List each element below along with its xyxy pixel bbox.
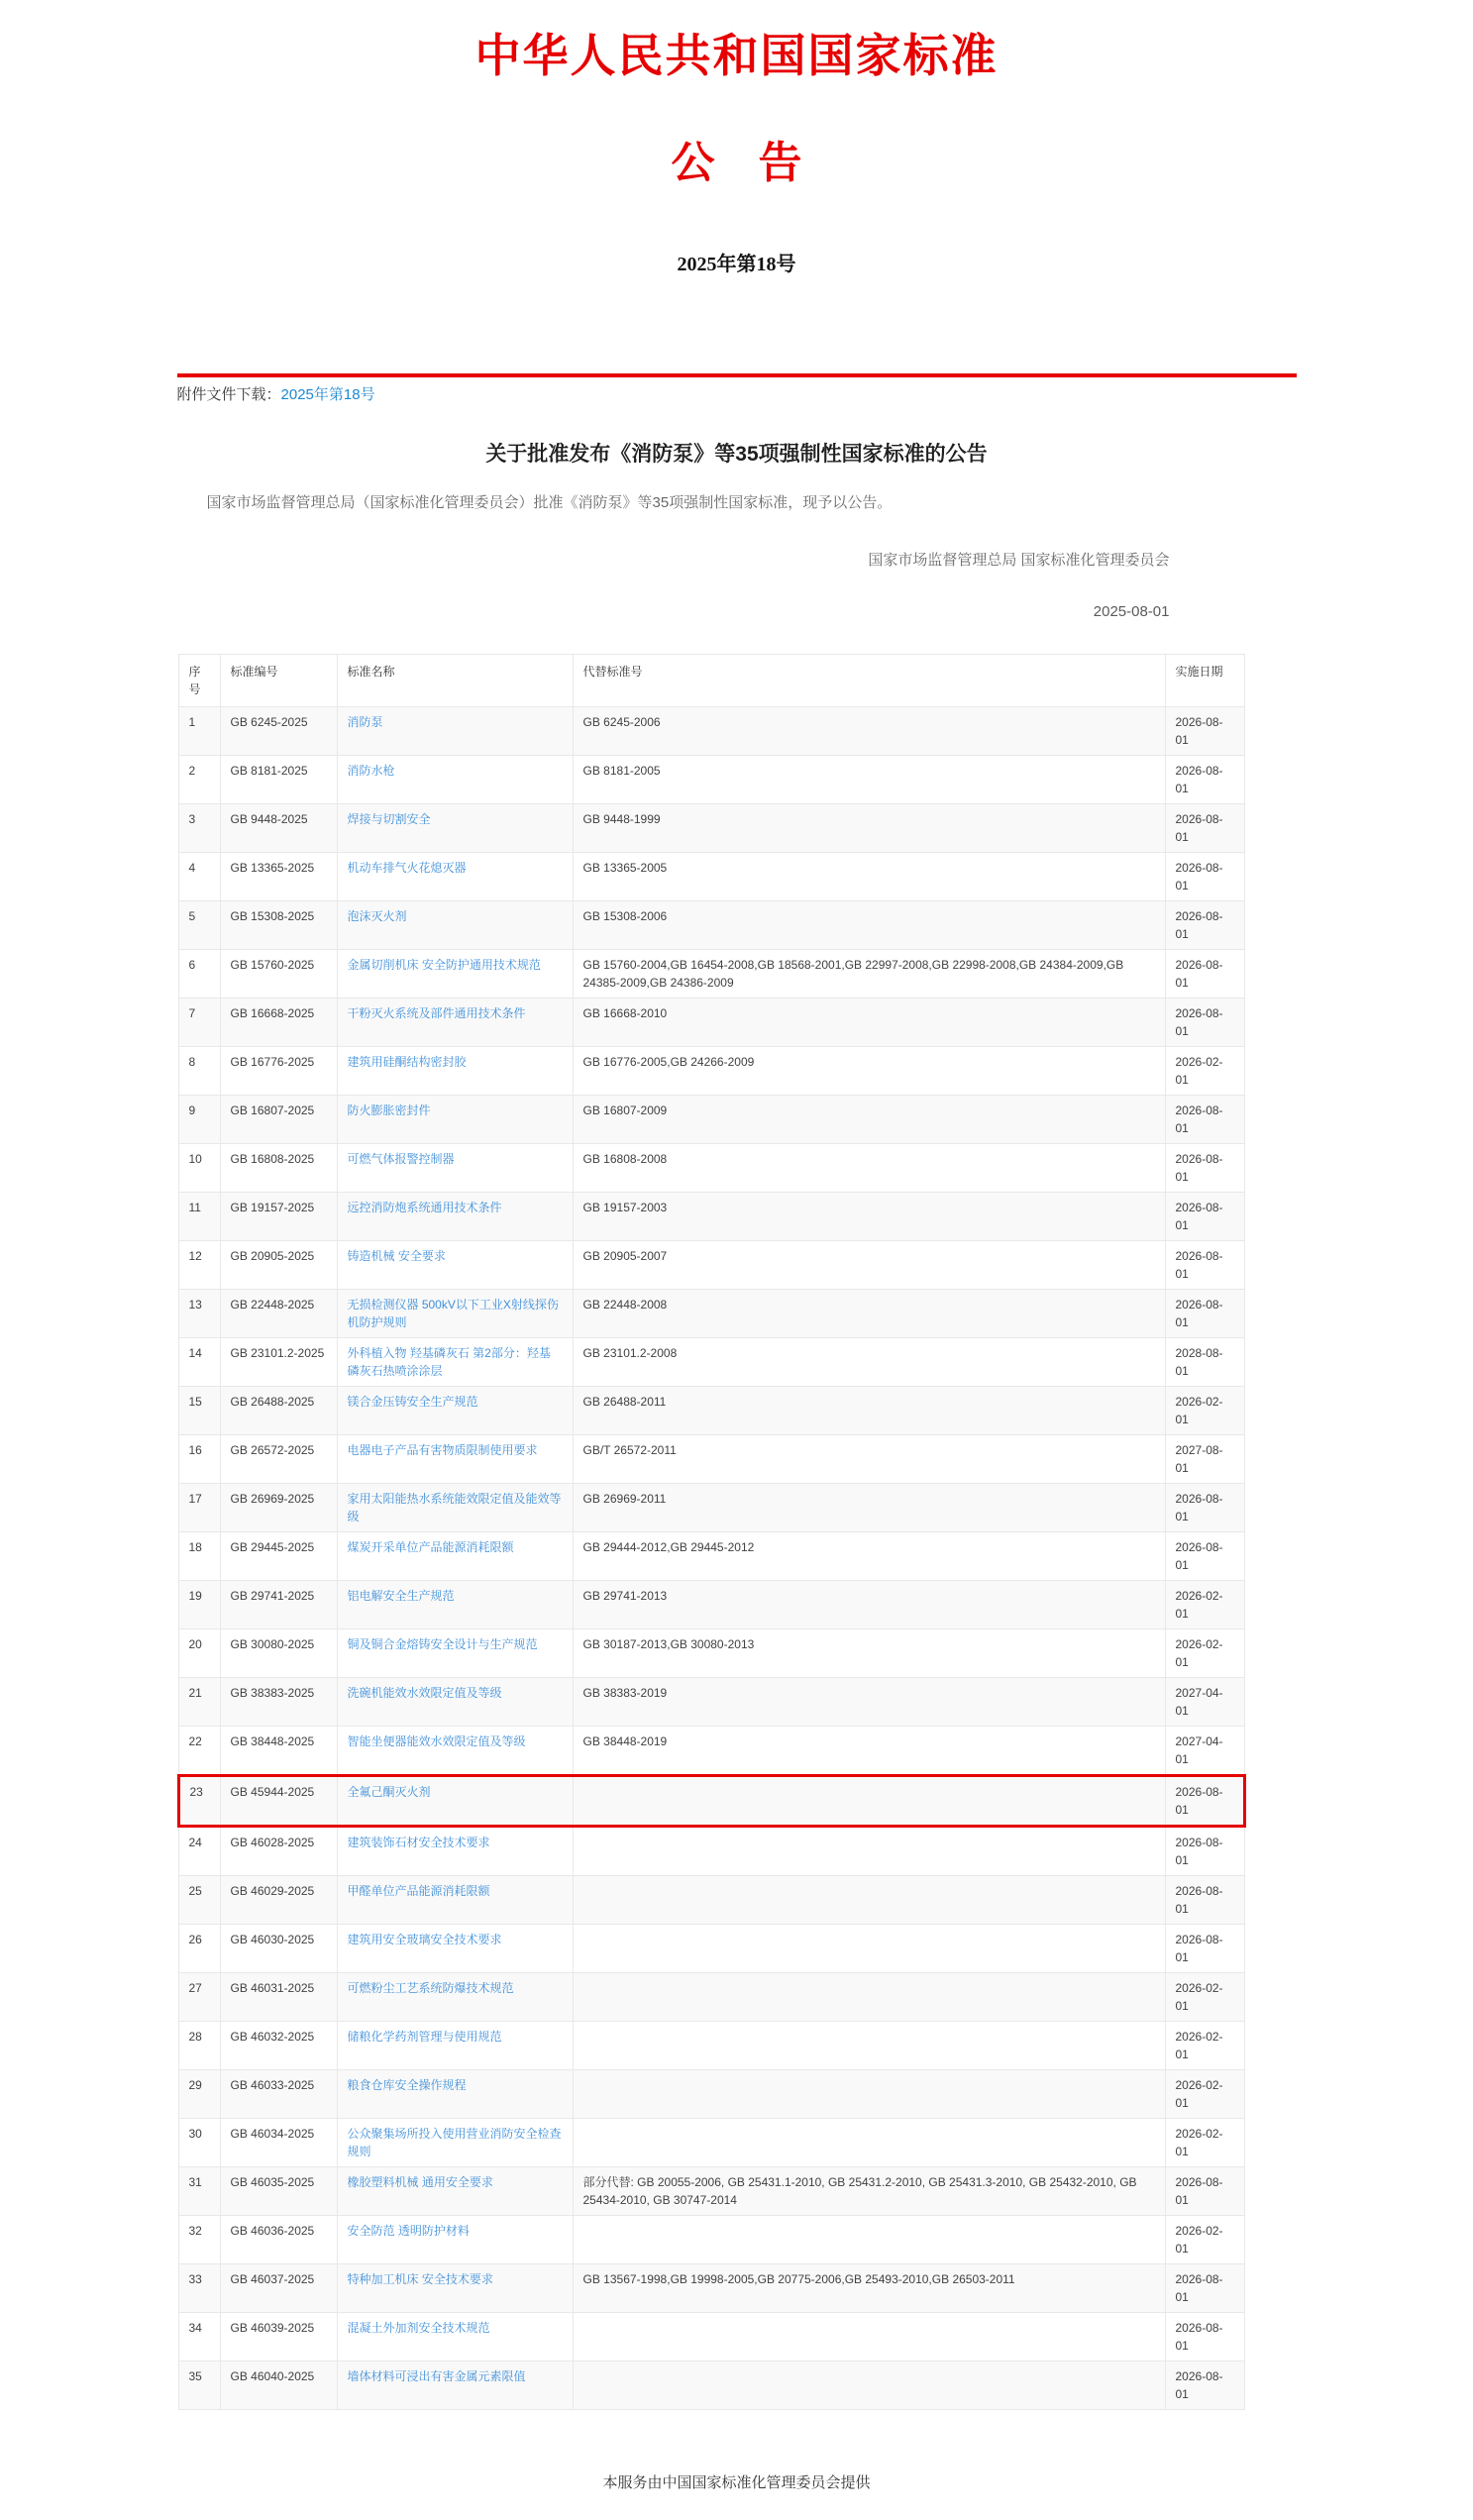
header-seq: 序号 xyxy=(178,655,220,707)
cell-replaced-code xyxy=(573,2022,1165,2070)
cell-impl-date: 2026-08-01 xyxy=(1165,2264,1244,2313)
cell-impl-date: 2027-08-01 xyxy=(1165,1435,1244,1484)
cell-standard-name xyxy=(337,1532,573,1581)
cell-replaced-code: GB 26969-2011 xyxy=(573,1484,1165,1532)
table-row xyxy=(178,1532,1244,1581)
cell-seq: 32 xyxy=(178,2216,220,2264)
cell-standard-name xyxy=(337,2119,573,2167)
cell-impl-date: 2026-08-01 xyxy=(1165,1241,1244,1290)
table-row xyxy=(178,1827,1244,1876)
cell-standard-code: GB 22448-2025 xyxy=(220,1290,337,1338)
cell-standard-code: GB 6245-2025 xyxy=(220,707,337,756)
cell-seq: 21 xyxy=(178,1678,220,1727)
cell-standard-name xyxy=(337,1925,573,1973)
table-row xyxy=(178,1925,1244,1973)
cell-standard-name xyxy=(337,1876,573,1925)
cell-replaced-code: GB 19157-2003 xyxy=(573,1193,1165,1241)
standard-name-link[interactable]: 橡胶塑料机械 通用安全要求 xyxy=(347,2175,493,2189)
standard-name-link[interactable]: 机动车排气火花熄灭器 xyxy=(347,861,467,875)
cell-impl-date: 2027-04-01 xyxy=(1165,1678,1244,1727)
attachment-bar xyxy=(177,377,1297,418)
cell-standard-name xyxy=(337,1827,573,1876)
cell-replaced-code xyxy=(573,2216,1165,2264)
table-row xyxy=(178,1678,1244,1727)
cell-standard-code: GB 46040-2025 xyxy=(220,2362,337,2410)
table-row xyxy=(178,1290,1244,1338)
cell-impl-date: 2026-08-01 xyxy=(1165,804,1244,853)
cell-standard-code: GB 30080-2025 xyxy=(220,1629,337,1678)
header-impl-date: 实施日期 xyxy=(1165,655,1244,707)
standard-name-link[interactable]: 储粮化学药剂管理与使用规范 xyxy=(347,2030,502,2044)
cell-replaced-code xyxy=(573,1776,1165,1827)
notice-body: 国家市场监督管理总局（国家标准化管理委员会）批准《消防泵》等35项强制性国家标准，现予以公告。 xyxy=(206,494,893,511)
cell-standard-code: GB 46035-2025 xyxy=(220,2167,337,2216)
cell-standard-code: GB 16668-2025 xyxy=(220,998,337,1047)
cell-standard-code: GB 46028-2025 xyxy=(220,1827,337,1876)
cell-replaced-code: GB 29444-2012,GB 29445-2012 xyxy=(573,1532,1165,1581)
cell-standard-name xyxy=(337,2216,573,2264)
cell-replaced-code xyxy=(573,1925,1165,1973)
cell-standard-name xyxy=(337,707,573,756)
cell-standard-code: GB 38448-2025 xyxy=(220,1727,337,1776)
table-row xyxy=(178,1096,1244,1144)
standard-name-link[interactable]: 焊接与切割安全 xyxy=(347,812,431,826)
cell-impl-date: 2026-08-01 xyxy=(1165,853,1244,901)
cell-seq: 11 xyxy=(178,1193,220,1241)
table-row xyxy=(178,1047,1244,1096)
cell-seq: 23 xyxy=(178,1776,220,1827)
cell-standard-code: GB 46037-2025 xyxy=(220,2264,337,2313)
cell-impl-date: 2026-08-01 xyxy=(1165,1827,1244,1876)
standard-name-link[interactable]: 墙体材料可浸出有害金属元素限值 xyxy=(347,2369,526,2383)
standard-name-link[interactable]: 泡沫灭火剂 xyxy=(347,909,407,923)
cell-standard-code: GB 46033-2025 xyxy=(220,2070,337,2119)
cell-impl-date: 2026-08-01 xyxy=(1165,901,1244,950)
standard-name-link[interactable]: 公众聚集场所投入使用营业消防安全检查规则 xyxy=(347,2127,562,2158)
cell-impl-date: 2026-08-01 xyxy=(1165,1532,1244,1581)
standard-name-link[interactable]: 可燃气体报警控制器 xyxy=(347,1152,455,1166)
cell-seq: 25 xyxy=(178,1876,220,1925)
cell-seq: 30 xyxy=(178,2119,220,2167)
cell-replaced-code: GB 6245-2006 xyxy=(573,707,1165,756)
cell-impl-date: 2026-02-01 xyxy=(1165,2070,1244,2119)
cell-impl-date: 2026-08-01 xyxy=(1165,2362,1244,2410)
table-row xyxy=(178,2264,1244,2313)
cell-standard-code: GB 8181-2025 xyxy=(220,756,337,804)
cell-standard-name xyxy=(337,2362,573,2410)
cell-standard-name xyxy=(337,998,573,1047)
cell-impl-date: 2026-08-01 xyxy=(1165,950,1244,998)
cell-standard-name xyxy=(337,2264,573,2313)
cell-seq: 28 xyxy=(178,2022,220,2070)
cell-seq: 26 xyxy=(178,1925,220,1973)
cell-seq: 6 xyxy=(178,950,220,998)
cell-replaced-code: GB 16807-2009 xyxy=(573,1096,1165,1144)
cell-standard-code: GB 20905-2025 xyxy=(220,1241,337,1290)
cell-standard-name xyxy=(337,1338,573,1387)
cell-replaced-code: GB 38448-2019 xyxy=(573,1727,1165,1776)
standard-name-link[interactable]: 洗碗机能效水效限定值及等级 xyxy=(347,1686,502,1700)
cell-seq: 20 xyxy=(178,1629,220,1678)
cell-seq: 34 xyxy=(178,2313,220,2362)
cell-impl-date: 2026-08-01 xyxy=(1165,2313,1244,2362)
cell-standard-name xyxy=(337,1776,573,1827)
cell-replaced-code: GB 38383-2019 xyxy=(573,1678,1165,1727)
cell-standard-name xyxy=(337,1387,573,1435)
table-row xyxy=(178,2119,1244,2167)
cell-standard-code: GB 23101.2-2025 xyxy=(220,1338,337,1387)
cell-seq: 22 xyxy=(178,1727,220,1776)
cell-seq: 15 xyxy=(178,1387,220,1435)
table-row xyxy=(178,1387,1244,1435)
cell-impl-date: 2026-08-01 xyxy=(1165,756,1244,804)
cell-impl-date: 2026-08-01 xyxy=(1165,1776,1244,1827)
table-row xyxy=(178,950,1244,998)
cell-standard-code: GB 46031-2025 xyxy=(220,1973,337,2022)
table-row xyxy=(178,2216,1244,2264)
standard-name-link[interactable]: 镁合金压铸安全生产规范 xyxy=(347,1395,478,1409)
table-row xyxy=(178,2167,1244,2216)
cell-standard-code: GB 16776-2025 xyxy=(220,1047,337,1096)
cell-standard-name xyxy=(337,901,573,950)
cell-impl-date: 2026-08-01 xyxy=(1165,707,1244,756)
standard-name-link[interactable]: 远控消防炮系统通用技术条件 xyxy=(347,1201,502,1214)
table-row xyxy=(178,756,1244,804)
cell-standard-code: GB 13365-2025 xyxy=(220,853,337,901)
cell-replaced-code: GB 13365-2005 xyxy=(573,853,1165,901)
cell-impl-date: 2026-08-01 xyxy=(1165,998,1244,1047)
standard-name-link[interactable]: 铜及铜合金熔铸安全设计与生产规范 xyxy=(347,1637,538,1651)
table-row xyxy=(178,1581,1244,1629)
cell-standard-code: GB 15760-2025 xyxy=(220,950,337,998)
standard-name-link[interactable]: 无损检测仪器 500kV以下工业X射线探伤机防护规则 xyxy=(347,1298,559,1329)
cell-seq: 8 xyxy=(178,1047,220,1096)
cell-standard-code: GB 26572-2025 xyxy=(220,1435,337,1484)
table-row xyxy=(178,1484,1244,1532)
cell-seq: 27 xyxy=(178,1973,220,2022)
standard-name-link[interactable]: 智能坐便器能效水效限定值及等级 xyxy=(347,1734,526,1748)
cell-impl-date: 2027-04-01 xyxy=(1165,1727,1244,1776)
cell-standard-name xyxy=(337,2022,573,2070)
cell-standard-code: GB 46034-2025 xyxy=(220,2119,337,2167)
cell-standard-code: GB 16807-2025 xyxy=(220,1096,337,1144)
standard-name-link[interactable]: 混凝土外加剂安全技术规范 xyxy=(347,2321,490,2335)
cell-seq: 3 xyxy=(178,804,220,853)
cell-replaced-code xyxy=(573,2070,1165,2119)
standard-name-link[interactable]: 铝电解安全生产规范 xyxy=(347,1589,455,1603)
table-row xyxy=(178,2070,1244,2119)
standard-name-link[interactable]: 电器电子产品有害物质限制使用要求 xyxy=(347,1443,538,1457)
cell-impl-date: 2026-02-01 xyxy=(1165,2022,1244,2070)
table-row xyxy=(178,2362,1244,2410)
cell-seq: 4 xyxy=(178,853,220,901)
cell-seq: 10 xyxy=(178,1144,220,1193)
cell-standard-name xyxy=(337,2167,573,2216)
cell-replaced-code: GB 30187-2013,GB 30080-2013 xyxy=(573,1629,1165,1678)
standard-name-link[interactable]: 特种加工机床 安全技术要求 xyxy=(347,2272,493,2286)
page-subtitle: 公 告 xyxy=(671,139,802,187)
table-row xyxy=(178,1629,1244,1678)
table-row xyxy=(178,1776,1244,1827)
cell-replaced-code xyxy=(573,1973,1165,2022)
cell-replaced-code xyxy=(573,2362,1165,2410)
header-replaced-code: 代替标准号 xyxy=(573,655,1165,707)
cell-replaced-code: GB 13567-1998,GB 19998-2005,GB 20775-2006,GB 25493-2010,GB 26503-2011 xyxy=(573,2264,1165,2313)
cell-replaced-code: GB 16776-2005,GB 24266-2009 xyxy=(573,1047,1165,1096)
cell-impl-date: 2026-02-01 xyxy=(1165,2119,1244,2167)
cell-standard-code: GB 29741-2025 xyxy=(220,1581,337,1629)
cell-impl-date: 2026-08-01 xyxy=(1165,1144,1244,1193)
cell-standard-name xyxy=(337,804,573,853)
cell-standard-code: GB 26969-2025 xyxy=(220,1484,337,1532)
standard-name-link[interactable]: 消防泵 xyxy=(347,715,383,729)
cell-seq: 1 xyxy=(178,707,220,756)
page-title: 中华人民共和国国家标准 xyxy=(474,31,999,81)
cell-standard-name xyxy=(337,1241,573,1290)
cell-standard-name xyxy=(337,1096,573,1144)
cell-standard-name xyxy=(337,1678,573,1727)
cell-seq: 17 xyxy=(178,1484,220,1532)
cell-seq: 31 xyxy=(178,2167,220,2216)
cell-replaced-code: GB 15308-2006 xyxy=(573,901,1165,950)
cell-standard-name xyxy=(337,1727,573,1776)
cell-replaced-code: GB 29741-2013 xyxy=(573,1581,1165,1629)
standard-name-link[interactable]: 家用太阳能热水系统能效限定值及能效等级 xyxy=(347,1492,562,1523)
notice-title: 关于批准发布《消防泵》等35项强制性国家标准的公告 xyxy=(485,443,988,466)
cell-standard-name xyxy=(337,2070,573,2119)
cell-impl-date: 2026-08-01 xyxy=(1165,2167,1244,2216)
cell-standard-name xyxy=(337,1290,573,1338)
cell-replaced-code xyxy=(573,2119,1165,2167)
cell-replaced-code: GB 9448-1999 xyxy=(573,804,1165,853)
standard-name-link[interactable]: 建筑用硅酮结构密封胶 xyxy=(347,1055,467,1069)
cell-standard-name xyxy=(337,1973,573,2022)
cell-impl-date: 2026-02-01 xyxy=(1165,1581,1244,1629)
cell-impl-date: 2026-08-01 xyxy=(1165,1484,1244,1532)
cell-impl-date: 2026-08-01 xyxy=(1165,1290,1244,1338)
table-row xyxy=(178,2022,1244,2070)
cell-seq: 18 xyxy=(178,1532,220,1581)
cell-seq: 5 xyxy=(178,901,220,950)
standards-table-body xyxy=(178,707,1244,2410)
standard-name-link[interactable]: 铸造机械 安全要求 xyxy=(347,1249,446,1263)
cell-standard-name xyxy=(337,1581,573,1629)
standard-name-link[interactable]: 干粉灭火系统及部件通用技术条件 xyxy=(347,1006,526,1020)
standard-name-link[interactable]: 建筑用安全玻璃安全技术要求 xyxy=(347,1933,502,1946)
standard-name-link[interactable]: 建筑装饰石材安全技术要求 xyxy=(347,1836,490,1849)
cell-impl-date: 2026-08-01 xyxy=(1165,1925,1244,1973)
cell-impl-date: 2026-08-01 xyxy=(1165,1193,1244,1241)
cell-replaced-code: GB 16808-2008 xyxy=(573,1144,1165,1193)
cell-standard-name xyxy=(337,853,573,901)
header-standard-name: 标准名称 xyxy=(337,655,573,707)
cell-seq: 29 xyxy=(178,2070,220,2119)
cell-replaced-code: GB 26488-2011 xyxy=(573,1387,1165,1435)
cell-replaced-code: GB 15760-2004,GB 16454-2008,GB 18568-2001,GB 22997-2008,GB 22998-2008,GB 24384-2009,GB 24385-2009,GB 24386-2009 xyxy=(573,950,1165,998)
table-row xyxy=(178,1435,1244,1484)
standard-name-link[interactable]: 安全防范 透明防护材料 xyxy=(347,2224,470,2238)
standard-name-link[interactable]: 粮食仓库安全操作规程 xyxy=(347,2078,467,2092)
cell-replaced-code: GB 23101.2-2008 xyxy=(573,1338,1165,1387)
issuer-signature: 国家市场监督管理总局 国家标准化管理委员会 xyxy=(868,552,1170,569)
cell-standard-name xyxy=(337,1144,573,1193)
standard-name-link[interactable]: 金属切削机床 安全防护通用技术规范 xyxy=(347,958,541,972)
standard-name-link[interactable]: 防火膨胀密封件 xyxy=(347,1103,431,1117)
cell-impl-date: 2026-02-01 xyxy=(1165,1047,1244,1096)
cell-seq: 9 xyxy=(178,1096,220,1144)
standard-name-link[interactable]: 全氟己酮灭火剂 xyxy=(347,1785,431,1799)
cell-seq: 2 xyxy=(178,756,220,804)
cell-standard-code: GB 46039-2025 xyxy=(220,2313,337,2362)
cell-replaced-code: GB 20905-2007 xyxy=(573,1241,1165,1290)
table-row xyxy=(178,901,1244,950)
cell-seq: 14 xyxy=(178,1338,220,1387)
cell-impl-date: 2028-08-01 xyxy=(1165,1338,1244,1387)
issue-date: 2025-08-01 xyxy=(1093,603,1170,620)
table-row xyxy=(178,1241,1244,1290)
standard-name-link[interactable]: 煤炭开采单位产品能源消耗限额 xyxy=(347,1540,514,1554)
issue-number: 2025年第18号 xyxy=(677,254,796,275)
cell-standard-name xyxy=(337,1484,573,1532)
table-header-row xyxy=(178,655,1244,707)
cell-impl-date: 2026-08-01 xyxy=(1165,1096,1244,1144)
cell-standard-code: GB 46030-2025 xyxy=(220,1925,337,1973)
table-row xyxy=(178,1338,1244,1387)
table-row xyxy=(178,1193,1244,1241)
standards-table xyxy=(177,654,1246,2410)
cell-seq: 35 xyxy=(178,2362,220,2410)
table-row xyxy=(178,707,1244,756)
standard-name-link[interactable]: 外科植入物 羟基磷灰石 第2部分：羟基磷灰石热喷涂涂层 xyxy=(347,1346,551,1378)
table-row xyxy=(178,2313,1244,2362)
cell-standard-code: GB 9448-2025 xyxy=(220,804,337,853)
cell-standard-name xyxy=(337,1435,573,1484)
announcement-page xyxy=(177,0,1297,2520)
cell-standard-code: GB 16808-2025 xyxy=(220,1144,337,1193)
header-standard-code: 标准编号 xyxy=(220,655,337,707)
table-row xyxy=(178,1876,1244,1925)
cell-standard-code: GB 46032-2025 xyxy=(220,2022,337,2070)
cell-impl-date: 2026-02-01 xyxy=(1165,1387,1244,1435)
standard-name-link[interactable]: 消防水枪 xyxy=(347,764,395,778)
cell-seq: 16 xyxy=(178,1435,220,1484)
cell-seq: 24 xyxy=(178,1827,220,1876)
table-row xyxy=(178,1144,1244,1193)
cell-standard-name xyxy=(337,2313,573,2362)
cell-replaced-code xyxy=(573,2313,1165,2362)
cell-standard-name xyxy=(337,950,573,998)
cell-replaced-code: 部分代替: GB 20055-2006, GB 25431.1-2010, GB 25431.2-2010, GB 25431.3-2010, GB 25432-2010, GB 25434-2010, GB 30747-2014 xyxy=(573,2167,1165,2216)
table-row xyxy=(178,804,1244,853)
cell-standard-code: GB 45944-2025 xyxy=(220,1776,337,1827)
cell-seq: 19 xyxy=(178,1581,220,1629)
cell-replaced-code: GB 22448-2008 xyxy=(573,1290,1165,1338)
cell-replaced-code: GB/T 26572-2011 xyxy=(573,1435,1165,1484)
cell-replaced-code xyxy=(573,1876,1165,1925)
cell-impl-date: 2026-08-01 xyxy=(1165,1876,1244,1925)
cell-standard-code: GB 19157-2025 xyxy=(220,1193,337,1241)
cell-standard-code: GB 29445-2025 xyxy=(220,1532,337,1581)
table-row xyxy=(178,998,1244,1047)
cell-seq: 12 xyxy=(178,1241,220,1290)
cell-impl-date: 2026-02-01 xyxy=(1165,1629,1244,1678)
cell-standard-name xyxy=(337,1193,573,1241)
cell-standard-code: GB 15308-2025 xyxy=(220,901,337,950)
cell-seq: 7 xyxy=(178,998,220,1047)
cell-impl-date: 2026-02-01 xyxy=(1165,1973,1244,2022)
cell-seq: 33 xyxy=(178,2264,220,2313)
cell-impl-date: 2026-02-01 xyxy=(1165,2216,1244,2264)
footer-provider-text: 本服务由中国国家标准化管理委员会提供 xyxy=(602,2474,871,2491)
cell-standard-code: GB 26488-2025 xyxy=(220,1387,337,1435)
standard-name-link[interactable]: 甲醛单位产品能源消耗限额 xyxy=(347,1884,490,1898)
cell-standard-code: GB 46036-2025 xyxy=(220,2216,337,2264)
cell-replaced-code: GB 16668-2010 xyxy=(573,998,1165,1047)
cell-replaced-code: GB 8181-2005 xyxy=(573,756,1165,804)
table-row xyxy=(178,853,1244,901)
cell-seq: 13 xyxy=(178,1290,220,1338)
cell-standard-name xyxy=(337,1047,573,1096)
cell-standard-name xyxy=(337,1629,573,1678)
standard-name-link[interactable]: 可燃粉尘工艺系统防爆技术规范 xyxy=(347,1981,514,1995)
cell-replaced-code xyxy=(573,1827,1165,1876)
attachment-download-link[interactable]: 2025年第18号 xyxy=(280,386,375,403)
cell-standard-code: GB 46029-2025 xyxy=(220,1876,337,1925)
table-row xyxy=(178,1973,1244,2022)
cell-standard-code: GB 38383-2025 xyxy=(220,1678,337,1727)
table-row xyxy=(178,1727,1244,1776)
attachment-label: 附件文件下载： xyxy=(176,386,281,403)
cell-standard-name xyxy=(337,756,573,804)
